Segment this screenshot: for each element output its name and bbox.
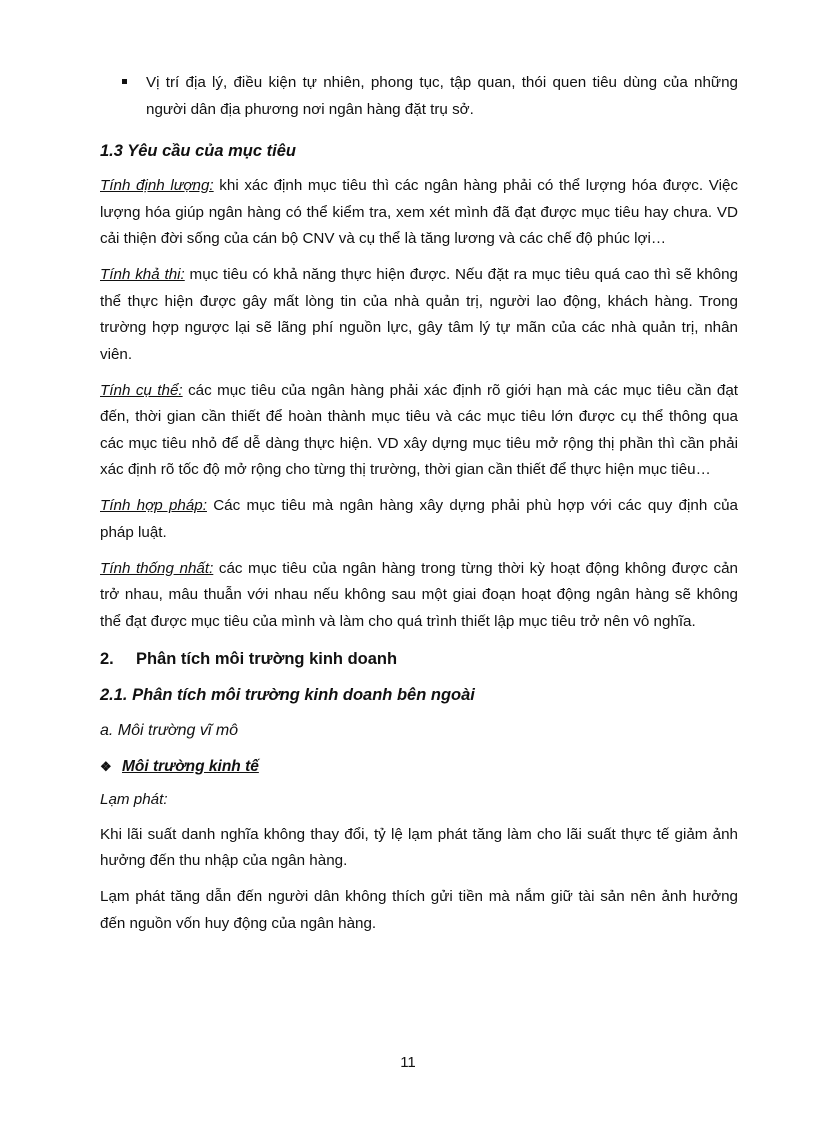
document-page xyxy=(100,70,738,947)
requirement-paragraph xyxy=(100,378,738,484)
requirement-text: các mục tiêu của ngân hàng trong từng thời kỳ hoạt động không được cản trở nhau, mâu thuẫn với nhau nếu không sau một giai đoạn hoạt động ngân hàng sẽ không thể đạt được mục tiêu của mình và làm cho quá trình thiết lập mục tiêu trở nên vô nghĩa. xyxy=(100,559,738,630)
requirement-text: khi xác định mục tiêu thì các ngân hàng phải có thể lượng hóa được. Việc lượng hóa giúp ngân hàng có thể kiểm tra, xem xét mình đã đạt được mục tiêu hay chưa. VD cải thiện đời sống của cán bộ CNV và cụ thể là tăng lương và các chế độ phúc lợi… xyxy=(100,177,738,247)
section-title: Phân tích môi trường kinh doanh xyxy=(136,649,398,668)
economic-env-heading xyxy=(100,753,738,781)
inflation-paragraph: Khi lãi suất danh nghĩa không thay đổi, tỷ lệ lạm phát tăng làm cho lãi suất thực tế giảm ảnh hưởng đến thu nhập của ngân hàng. xyxy=(100,825,738,869)
requirement-text: các mục tiêu của ngân hàng phải xác định rõ giới hạn mà các mục tiêu cần đạt đến, thời gian cần thiết để hoàn thành mục tiêu và các mục tiêu lớn được cụ thể thông qua các mục tiêu nhỏ để dễ dàng thực hiện. VD xây dựng mục tiêu mở rộng thị phần thì cần phải xác định rõ tốc độ mở rộng cho từng thị trường, thời gian cần thiết để thực hiện mục tiêu… xyxy=(100,381,738,478)
economic-env-title: Môi trường kinh tế xyxy=(122,757,259,775)
requirement-text: Các mục tiêu mà ngân hàng xây dựng phải phù hợp với các quy định của pháp luật. xyxy=(100,497,738,541)
requirement-term: Tính thống nhất: xyxy=(100,559,214,577)
diamond-bullet-icon: ❖ xyxy=(100,758,112,774)
bullet-item xyxy=(100,70,738,123)
inflation-paragraph: Lạm phát tăng dẫn đến người dân không thích gửi tiền mà nắm giữ tài sản nên ảnh hưởng đến nguồn vốn huy động của ngân hàng. xyxy=(100,888,738,932)
requirement-paragraph xyxy=(100,493,738,546)
requirement-term: Tính khả thi: xyxy=(100,266,185,283)
subsection-heading-a: a. Môi trường vĩ mô xyxy=(100,721,239,739)
requirement-term: Tính định lượng: xyxy=(100,177,214,194)
inflation-label: Lạm phát: xyxy=(100,790,168,808)
requirement-paragraph xyxy=(100,556,738,636)
section-heading-2-1: 2.1. Phân tích môi trường kinh doanh bên ngoài xyxy=(100,685,475,704)
bullet-text: Vị trí địa lý, điều kiện tự nhiên, phong tục, tập quan, thói quen tiêu dùng của những người dân địa phương nơi ngân hàng đặt trụ sở. xyxy=(146,74,738,118)
section-heading-1-3: 1.3 Yêu cầu của mục tiêu xyxy=(100,142,296,160)
square-bullet-icon xyxy=(122,79,127,84)
page-number: 11 xyxy=(400,1054,416,1071)
requirement-text: mục tiêu có khả năng thực hiện được. Nếu đặt ra mục tiêu quá cao thì sẽ không thể thực hiện được gây mất lòng tin của nhà quản trị, người lao động, khách hàng. Trong trường hợp ngược lại sẽ lãng phí nguồn lực, gây tâm lý tự mãn của các nhà quản trị, nhân viên. xyxy=(100,266,739,363)
requirement-paragraph xyxy=(100,262,738,368)
requirement-term: Tính cụ thể: xyxy=(100,381,183,399)
section-heading-2 xyxy=(100,645,738,673)
section-number: 2. xyxy=(100,649,114,668)
requirement-paragraph xyxy=(100,173,738,253)
requirement-term: Tính hợp pháp: xyxy=(100,497,207,514)
